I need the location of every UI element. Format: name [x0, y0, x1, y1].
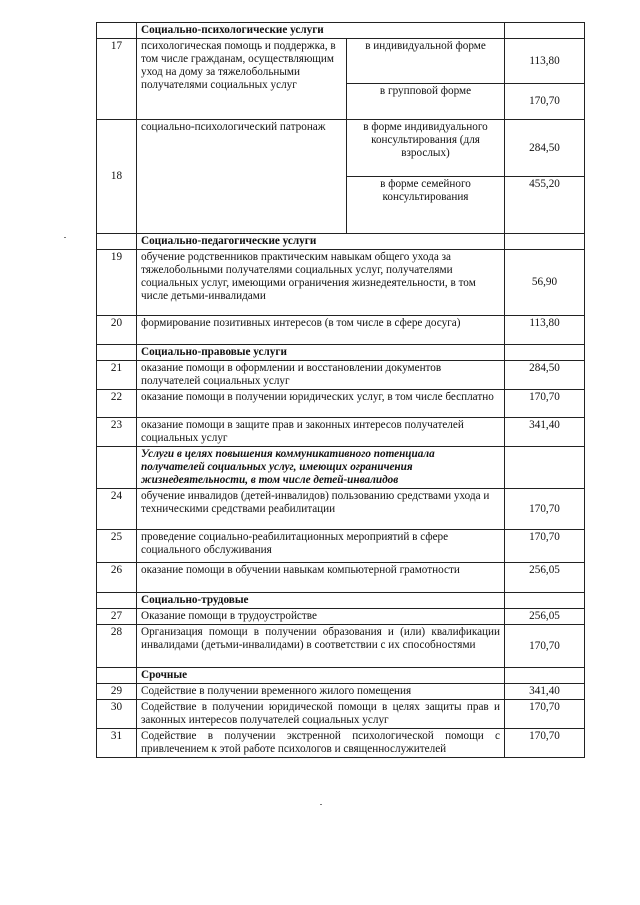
section-row-legal	[97, 345, 585, 361]
section-row-ped	[97, 234, 585, 250]
row-number: 25	[97, 530, 137, 563]
service-price: 455,20	[505, 177, 585, 234]
section-heading-labor: Социально-трудовые	[137, 593, 505, 609]
service-name: оказание помощи в защите прав и законных интересов получателей социальных услуг	[137, 418, 505, 447]
table-row-23	[97, 418, 585, 447]
service-name: обучение инвалидов (детей-инвалидов) пользованию средствами ухода и техническими средствами реабилитации	[137, 489, 505, 530]
row-number: 18	[97, 120, 137, 234]
table-row-18a	[97, 120, 585, 177]
service-name: оказание помощи в обучении навыкам компьютерной грамотности	[137, 563, 505, 593]
table-row-25	[97, 530, 585, 563]
service-price: 256,05	[505, 563, 585, 593]
service-price: 256,05	[505, 609, 585, 625]
service-name: Содействие в получении юридической помощи в целях защиты прав и законных интересов получателей социальных услуг	[137, 700, 505, 729]
scan-speck	[64, 237, 66, 238]
table-row-24	[97, 489, 585, 530]
service-price: 341,40	[505, 418, 585, 447]
section-heading-comm: Услуги в целях повышения коммуникативного потенциала получателей социальных услуг, имеющих ограничения жизнедеятельности, в том числе детей-инвалидов	[137, 447, 505, 489]
section-row-psych	[97, 23, 585, 39]
table-row-19	[97, 250, 585, 316]
service-name: проведение социально-реабилитационных мероприятий в сфере социального обслуживания	[137, 530, 505, 563]
service-form: в форме индивидуального консультирования (для взрослых)	[347, 120, 505, 177]
row-number: 22	[97, 390, 137, 418]
service-price: 170,70	[505, 84, 585, 120]
row-number: 23	[97, 418, 137, 447]
service-price: 284,50	[505, 120, 585, 177]
section-heading-ped: Социально-педагогические услуги	[137, 234, 505, 250]
table-row-27	[97, 609, 585, 625]
service-name: Содействие в получении временного жилого помещения	[137, 684, 505, 700]
table-row-17a	[97, 39, 585, 84]
service-name: Содействие в получении экстренной психологической помощи с привлечением к этой работе психологов и священнослужителей	[137, 729, 505, 758]
service-price: 113,80	[505, 39, 585, 84]
section-row-urgent	[97, 668, 585, 684]
table-row-28	[97, 625, 585, 668]
service-form: в индивидуальной форме	[347, 39, 505, 84]
table-row-30	[97, 700, 585, 729]
service-price: 56,90	[505, 250, 585, 316]
service-name: психологическая помощь и поддержка, в том числе гражданам, осуществляющим уход на дому за тяжелобольными получателями социальных услуг	[137, 39, 347, 120]
row-number: 30	[97, 700, 137, 729]
table-row-22	[97, 390, 585, 418]
section-row-labor	[97, 593, 585, 609]
service-name: социально-психологический патронаж	[137, 120, 347, 234]
service-name: Организация помощи в получении образования и (или) квалификации инвалидами (детьми-инвалидами) в соответствии с их способностями	[137, 625, 505, 668]
service-name: Оказание помощи в трудоустройстве	[137, 609, 505, 625]
row-number: 19	[97, 250, 137, 316]
service-name: формирование позитивных интересов (в том числе в сфере досуга)	[137, 316, 505, 345]
service-price: 170,70	[505, 700, 585, 729]
table-row-31	[97, 729, 585, 758]
table-row-21	[97, 361, 585, 390]
row-number: 21	[97, 361, 137, 390]
service-name: оказание помощи в оформлении и восстановлении документов получателей социальных услуг	[137, 361, 505, 390]
service-price: 170,70	[505, 625, 585, 668]
service-form: в форме семейного консультирования	[347, 177, 505, 234]
tariff-table-page	[96, 22, 584, 758]
scan-speck	[320, 804, 322, 805]
services-price-table	[96, 22, 585, 758]
row-number: 17	[97, 39, 137, 120]
service-name: оказание помощи в получении юридических услуг, в том числе бесплатно	[137, 390, 505, 418]
row-number: 31	[97, 729, 137, 758]
section-heading-urgent: Срочные	[137, 668, 505, 684]
row-number: 27	[97, 609, 137, 625]
table-row-26	[97, 563, 585, 593]
service-form: в групповой форме	[347, 84, 505, 120]
section-row-comm	[97, 447, 585, 489]
service-price: 170,70	[505, 530, 585, 563]
service-price: 170,70	[505, 729, 585, 758]
row-number: 20	[97, 316, 137, 345]
section-heading-psych: Социально-психологические услуги	[137, 23, 505, 39]
table-row-20	[97, 316, 585, 345]
service-price: 113,80	[505, 316, 585, 345]
row-number: 24	[97, 489, 137, 530]
row-number: 28	[97, 625, 137, 668]
table-row-29	[97, 684, 585, 700]
section-heading-legal: Социально-правовые услуги	[137, 345, 505, 361]
service-price: 170,70	[505, 390, 585, 418]
service-price: 341,40	[505, 684, 585, 700]
service-price: 284,50	[505, 361, 585, 390]
row-number: 26	[97, 563, 137, 593]
service-price: 170,70	[505, 489, 585, 530]
row-number: 29	[97, 684, 137, 700]
service-name: обучение родственников практическим навыкам общего ухода за тяжелобольными получателями социальных услуг, получателями социальных услуг, имеющими ограничения жизнедеятельности, в том числе детьми-инвалидами	[137, 250, 505, 316]
